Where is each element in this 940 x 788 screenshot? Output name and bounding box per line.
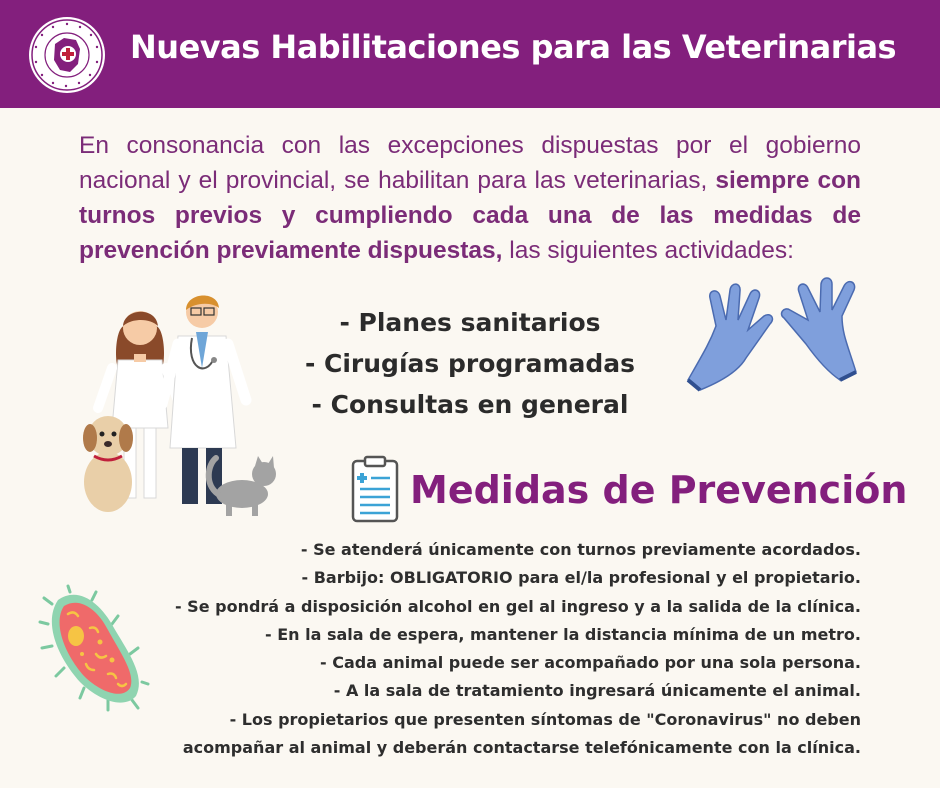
intro-text-end: las siguientes actividades: <box>502 237 794 264</box>
measure-item: - Se atenderá únicamente con turnos previamente acordados. <box>300 540 861 559</box>
header-banner <box>0 0 940 108</box>
measures-list <box>141 536 861 762</box>
clipboard-icon <box>350 455 400 523</box>
veterinary-college-seal-icon <box>28 16 106 94</box>
activity-item: - Planes sanitarios <box>339 308 601 337</box>
page-title: Nuevas Habilitaciones para las Veterinarias <box>130 28 897 66</box>
vets-with-pets-illustration <box>76 288 281 520</box>
measures-title: Medidas de Prevención <box>410 468 908 512</box>
measure-item: acompañar al animal y deberán contactarse telefónicamente con la clínica. <box>182 738 861 758</box>
activity-item: - Consultas en general <box>311 390 629 419</box>
bacteria-icon <box>38 584 150 714</box>
gloves-icon <box>680 272 870 412</box>
intro-paragraph <box>79 128 861 268</box>
intro-text: En consonancia con las excepciones dispuestas por el gobierno nacional y el provincial, se habilitan para las veterinarias, <box>79 132 861 194</box>
activities-list <box>300 302 640 425</box>
measure-item: - A la sala de tratamiento ingresará únicamente el animal. <box>333 681 861 701</box>
measure-item: - Se pondrá a disposición alcohol en gel al ingreso y a la salida de la clínica. <box>174 596 861 616</box>
measure-item: - Barbijo: OBLIGATORIO para el/la profesional y el propietario. <box>301 568 861 588</box>
measure-item: - En la sala de espera, mantener la distancia mínima de un metro. <box>265 624 861 644</box>
measure-item: - Los propietarios que presenten síntomas de "Coronavirus" no deben <box>229 709 861 729</box>
activity-item: - Cirugías programadas <box>304 349 636 378</box>
measure-item: - Cada animal puede ser acompañado por una sola persona. <box>320 653 861 673</box>
intro-emphasis: siempre con turnos previos y cumpliendo cada una de las medidas de prevención previamente dispuestas, <box>79 167 861 264</box>
